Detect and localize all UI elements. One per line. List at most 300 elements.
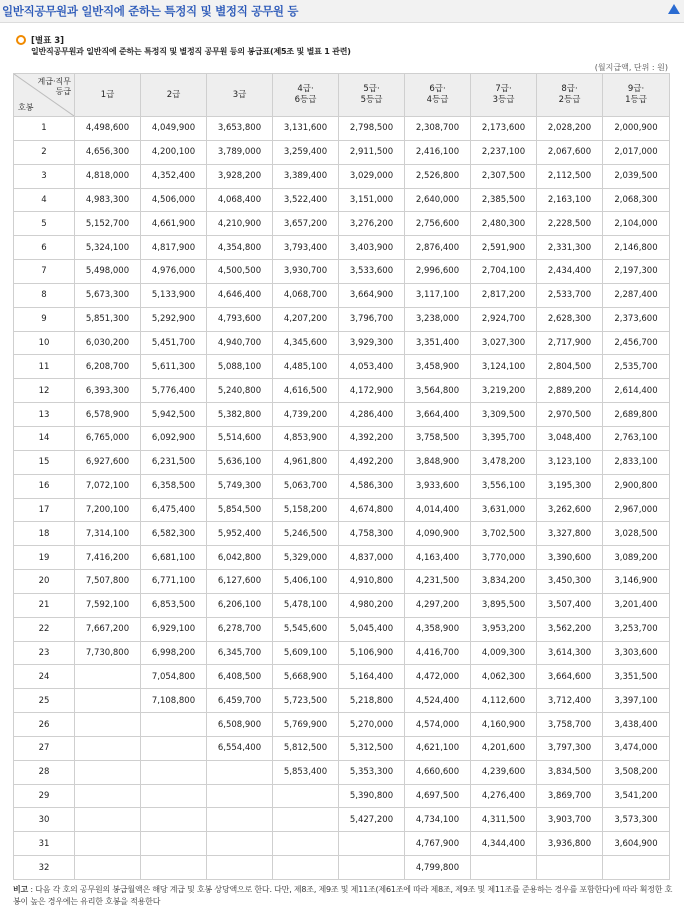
salary-cell bbox=[75, 760, 141, 784]
salary-cell: 5,545,600 bbox=[273, 617, 339, 641]
salary-cell bbox=[273, 784, 339, 808]
salary-cell: 5,853,400 bbox=[273, 760, 339, 784]
grade-header-4: 4급· 6등급 bbox=[273, 74, 339, 117]
grade-header-9: 9급· 1등급 bbox=[603, 74, 670, 117]
salary-cell: 3,793,400 bbox=[273, 236, 339, 260]
table-label: [별표 3] bbox=[31, 36, 65, 46]
salary-cell: 4,068,400 bbox=[207, 188, 273, 212]
step-cell: 20 bbox=[14, 570, 75, 594]
salary-cell bbox=[75, 736, 141, 760]
salary-cell bbox=[141, 808, 207, 832]
salary-cell: 2,533,700 bbox=[537, 283, 603, 307]
salary-cell: 4,758,300 bbox=[339, 522, 405, 546]
salary-cell: 2,173,600 bbox=[471, 117, 537, 141]
salary-cell: 4,201,600 bbox=[471, 736, 537, 760]
step-cell: 15 bbox=[14, 450, 75, 474]
salary-cell: 4,697,500 bbox=[405, 784, 471, 808]
salary-cell: 4,062,300 bbox=[471, 665, 537, 689]
salary-cell: 5,158,200 bbox=[273, 498, 339, 522]
salary-cell: 4,160,900 bbox=[471, 713, 537, 737]
grade-header-2: 2급 bbox=[141, 74, 207, 117]
salary-cell: 3,117,100 bbox=[405, 283, 471, 307]
collapse-arrow-icon[interactable] bbox=[668, 4, 680, 14]
step-cell: 10 bbox=[14, 331, 75, 355]
salary-cell: 5,769,900 bbox=[273, 713, 339, 737]
salary-cell: 3,028,500 bbox=[603, 522, 670, 546]
salary-cell: 4,053,400 bbox=[339, 355, 405, 379]
salary-cell: 3,834,500 bbox=[537, 760, 603, 784]
salary-cell: 4,311,500 bbox=[471, 808, 537, 832]
salary-cell: 2,798,500 bbox=[339, 117, 405, 141]
salary-cell: 2,067,600 bbox=[537, 140, 603, 164]
salary-cell: 4,009,300 bbox=[471, 641, 537, 665]
salary-cell: 2,068,300 bbox=[603, 188, 670, 212]
salary-cell: 2,146,800 bbox=[603, 236, 670, 260]
step-cell: 17 bbox=[14, 498, 75, 522]
salary-cell: 4,068,700 bbox=[273, 283, 339, 307]
salary-cell: 6,042,800 bbox=[207, 546, 273, 570]
step-cell: 16 bbox=[14, 474, 75, 498]
salary-cell: 3,834,200 bbox=[471, 570, 537, 594]
step-cell: 31 bbox=[14, 832, 75, 856]
salary-cell: 2,763,100 bbox=[603, 426, 670, 450]
salary-cell: 2,416,100 bbox=[405, 140, 471, 164]
salary-cell: 3,758,700 bbox=[537, 713, 603, 737]
salary-cell bbox=[75, 713, 141, 737]
salary-cell: 3,390,600 bbox=[537, 546, 603, 570]
salary-cell bbox=[75, 665, 141, 689]
salary-cell: 4,207,200 bbox=[273, 307, 339, 331]
salary-cell bbox=[141, 856, 207, 880]
grade-header-3: 3급 bbox=[207, 74, 273, 117]
salary-cell bbox=[603, 856, 670, 880]
salary-cell: 5,246,500 bbox=[273, 522, 339, 546]
salary-cell: 4,210,900 bbox=[207, 212, 273, 236]
salary-cell: 3,664,400 bbox=[405, 403, 471, 427]
salary-cell: 6,393,300 bbox=[75, 379, 141, 403]
table-row bbox=[14, 236, 670, 260]
salary-cell: 7,054,800 bbox=[141, 665, 207, 689]
table-row bbox=[14, 426, 670, 450]
salary-cell: 5,063,700 bbox=[273, 474, 339, 498]
salary-cell: 3,556,100 bbox=[471, 474, 537, 498]
salary-cell: 5,240,800 bbox=[207, 379, 273, 403]
salary-cell: 3,533,600 bbox=[339, 260, 405, 284]
salary-cell: 3,151,000 bbox=[339, 188, 405, 212]
step-cell: 32 bbox=[14, 856, 75, 880]
salary-cell: 4,980,200 bbox=[339, 593, 405, 617]
salary-cell: 3,928,200 bbox=[207, 164, 273, 188]
salary-cell: 4,910,800 bbox=[339, 570, 405, 594]
salary-cell bbox=[75, 808, 141, 832]
salary-cell: 2,028,200 bbox=[537, 117, 603, 141]
salary-cell bbox=[75, 856, 141, 880]
step-cell: 3 bbox=[14, 164, 75, 188]
salary-cell: 4,506,000 bbox=[141, 188, 207, 212]
table-row bbox=[14, 784, 670, 808]
salary-cell: 4,961,800 bbox=[273, 450, 339, 474]
table-row bbox=[14, 641, 670, 665]
salary-cell: 2,924,700 bbox=[471, 307, 537, 331]
salary-cell: 2,163,100 bbox=[537, 188, 603, 212]
salary-cell: 4,352,400 bbox=[141, 164, 207, 188]
salary-cell bbox=[273, 832, 339, 856]
salary-cell: 5,353,300 bbox=[339, 760, 405, 784]
salary-cell: 3,564,800 bbox=[405, 379, 471, 403]
salary-cell: 4,793,600 bbox=[207, 307, 273, 331]
table-row bbox=[14, 736, 670, 760]
salary-cell: 4,231,500 bbox=[405, 570, 471, 594]
step-cell: 26 bbox=[14, 713, 75, 737]
salary-cell: 3,604,900 bbox=[603, 832, 670, 856]
salary-cell: 4,734,100 bbox=[405, 808, 471, 832]
salary-cell: 2,717,900 bbox=[537, 331, 603, 355]
salary-cell bbox=[273, 808, 339, 832]
table-row bbox=[14, 570, 670, 594]
salary-cell: 2,017,000 bbox=[603, 140, 670, 164]
salary-cell: 5,312,500 bbox=[339, 736, 405, 760]
salary-cell: 6,358,500 bbox=[141, 474, 207, 498]
salary-cell: 3,631,000 bbox=[471, 498, 537, 522]
salary-cell bbox=[75, 832, 141, 856]
salary-cell: 2,704,100 bbox=[471, 260, 537, 284]
salary-cell bbox=[207, 808, 273, 832]
unit-note: (월지급액, 단위 : 원) bbox=[594, 63, 668, 72]
table-row bbox=[14, 856, 670, 880]
salary-cell: 5,088,100 bbox=[207, 355, 273, 379]
salary-cell: 3,309,500 bbox=[471, 403, 537, 427]
salary-cell: 5,324,100 bbox=[75, 236, 141, 260]
salary-cell: 4,345,600 bbox=[273, 331, 339, 355]
salary-cell: 5,851,300 bbox=[75, 307, 141, 331]
table-row bbox=[14, 689, 670, 713]
salary-cell bbox=[471, 856, 537, 880]
salary-cell: 4,172,900 bbox=[339, 379, 405, 403]
grade-header-7: 7급· 3등급 bbox=[471, 74, 537, 117]
table-row bbox=[14, 617, 670, 641]
salary-cell: 2,967,000 bbox=[603, 498, 670, 522]
salary-cell: 4,112,600 bbox=[471, 689, 537, 713]
salary-cell: 7,200,100 bbox=[75, 498, 141, 522]
salary-cell: 4,485,100 bbox=[273, 355, 339, 379]
salary-cell: 6,278,700 bbox=[207, 617, 273, 641]
salary-cell: 5,382,800 bbox=[207, 403, 273, 427]
salary-cell: 6,771,100 bbox=[141, 570, 207, 594]
salary-cell: 5,106,900 bbox=[339, 641, 405, 665]
salary-cell bbox=[537, 856, 603, 880]
step-cell: 29 bbox=[14, 784, 75, 808]
salary-cell: 2,996,600 bbox=[405, 260, 471, 284]
salary-cell: 3,403,900 bbox=[339, 236, 405, 260]
salary-cell: 2,911,500 bbox=[339, 140, 405, 164]
salary-cell: 2,804,500 bbox=[537, 355, 603, 379]
salary-cell: 3,327,800 bbox=[537, 522, 603, 546]
table-title: 일반직공무원과 일반직에 준하는 특정직 및 별정직 공무원 등의 봉급표(제5조 및 별표 1 관련) bbox=[31, 47, 351, 56]
salary-cell: 6,475,400 bbox=[141, 498, 207, 522]
table-row bbox=[14, 760, 670, 784]
salary-cell: 5,636,100 bbox=[207, 450, 273, 474]
grade-header-8: 8급· 2등급 bbox=[537, 74, 603, 117]
salary-cell: 3,614,300 bbox=[537, 641, 603, 665]
salary-cell: 5,451,700 bbox=[141, 331, 207, 355]
salary-cell bbox=[75, 784, 141, 808]
salary-cell: 5,133,900 bbox=[141, 283, 207, 307]
salary-cell: 3,397,100 bbox=[603, 689, 670, 713]
salary-cell bbox=[207, 832, 273, 856]
salary-cell: 4,616,500 bbox=[273, 379, 339, 403]
salary-cell: 3,796,700 bbox=[339, 307, 405, 331]
grade-header-5: 5급· 5등급 bbox=[339, 74, 405, 117]
step-cell: 18 bbox=[14, 522, 75, 546]
salary-cell: 5,270,000 bbox=[339, 713, 405, 737]
salary-cell: 6,459,700 bbox=[207, 689, 273, 713]
salary-cell: 6,508,900 bbox=[207, 713, 273, 737]
salary-cell: 7,072,100 bbox=[75, 474, 141, 498]
salary-cell: 3,253,700 bbox=[603, 617, 670, 641]
salary-cell: 2,614,400 bbox=[603, 379, 670, 403]
table-row bbox=[14, 546, 670, 570]
salary-cell: 2,689,800 bbox=[603, 403, 670, 427]
table-row bbox=[14, 212, 670, 236]
salary-cell: 6,231,500 bbox=[141, 450, 207, 474]
salary-cell: 3,351,500 bbox=[603, 665, 670, 689]
salary-cell: 4,358,900 bbox=[405, 617, 471, 641]
salary-cell: 4,767,900 bbox=[405, 832, 471, 856]
salary-cell: 3,262,600 bbox=[537, 498, 603, 522]
salary-cell: 5,292,900 bbox=[141, 307, 207, 331]
salary-cell: 2,756,600 bbox=[405, 212, 471, 236]
salary-cell: 5,812,500 bbox=[273, 736, 339, 760]
salary-cell: 6,345,700 bbox=[207, 641, 273, 665]
salary-cell bbox=[207, 760, 273, 784]
salary-cell: 3,562,200 bbox=[537, 617, 603, 641]
salary-cell: 5,329,000 bbox=[273, 546, 339, 570]
salary-cell: 4,014,400 bbox=[405, 498, 471, 522]
salary-cell: 6,582,300 bbox=[141, 522, 207, 546]
salary-cell: 2,480,300 bbox=[471, 212, 537, 236]
salary-cell: 6,765,000 bbox=[75, 426, 141, 450]
salary-cell: 7,592,100 bbox=[75, 593, 141, 617]
salary-cell: 2,385,500 bbox=[471, 188, 537, 212]
salary-cell: 5,478,100 bbox=[273, 593, 339, 617]
salary-cell: 4,621,100 bbox=[405, 736, 471, 760]
salary-table bbox=[13, 73, 670, 880]
salary-cell: 6,127,600 bbox=[207, 570, 273, 594]
salary-cell: 4,646,400 bbox=[207, 283, 273, 307]
salary-cell: 4,500,500 bbox=[207, 260, 273, 284]
salary-cell: 3,438,400 bbox=[603, 713, 670, 737]
salary-cell: 3,933,600 bbox=[405, 474, 471, 498]
salary-cell: 3,478,200 bbox=[471, 450, 537, 474]
salary-cell: 2,817,200 bbox=[471, 283, 537, 307]
corner-grade-label: 계급·직무 등급 bbox=[37, 77, 71, 96]
salary-cell: 6,554,400 bbox=[207, 736, 273, 760]
salary-cell: 3,131,600 bbox=[273, 117, 339, 141]
salary-cell: 3,573,300 bbox=[603, 808, 670, 832]
salary-cell: 6,681,100 bbox=[141, 546, 207, 570]
step-cell: 25 bbox=[14, 689, 75, 713]
salary-cell: 3,027,300 bbox=[471, 331, 537, 355]
salary-cell: 3,895,500 bbox=[471, 593, 537, 617]
salary-cell: 4,661,900 bbox=[141, 212, 207, 236]
salary-cell: 4,498,600 bbox=[75, 117, 141, 141]
salary-cell: 3,351,400 bbox=[405, 331, 471, 355]
salary-cell: 5,218,800 bbox=[339, 689, 405, 713]
table-row bbox=[14, 379, 670, 403]
salary-cell: 3,770,000 bbox=[471, 546, 537, 570]
salary-cell: 3,395,700 bbox=[471, 426, 537, 450]
salary-cell: 4,837,000 bbox=[339, 546, 405, 570]
salary-cell: 2,876,400 bbox=[405, 236, 471, 260]
salary-cell: 5,668,900 bbox=[273, 665, 339, 689]
step-cell: 30 bbox=[14, 808, 75, 832]
salary-cell bbox=[339, 832, 405, 856]
corner-header-cell bbox=[14, 74, 75, 117]
salary-cell: 4,344,400 bbox=[471, 832, 537, 856]
salary-cell: 3,702,500 bbox=[471, 522, 537, 546]
salary-cell: 3,303,600 bbox=[603, 641, 670, 665]
salary-cell: 5,152,700 bbox=[75, 212, 141, 236]
salary-cell: 3,797,300 bbox=[537, 736, 603, 760]
salary-cell: 5,952,400 bbox=[207, 522, 273, 546]
salary-cell: 2,104,000 bbox=[603, 212, 670, 236]
salary-cell: 4,239,600 bbox=[471, 760, 537, 784]
salary-cell: 4,853,900 bbox=[273, 426, 339, 450]
salary-cell: 3,146,900 bbox=[603, 570, 670, 594]
salary-cell: 5,942,500 bbox=[141, 403, 207, 427]
salary-cell: 2,197,300 bbox=[603, 260, 670, 284]
salary-cell: 3,259,400 bbox=[273, 140, 339, 164]
salary-cell: 3,869,700 bbox=[537, 784, 603, 808]
table-row bbox=[14, 498, 670, 522]
table-row bbox=[14, 808, 670, 832]
salary-cell: 4,354,800 bbox=[207, 236, 273, 260]
grade-header-6: 6급· 4등급 bbox=[405, 74, 471, 117]
salary-cell: 5,749,300 bbox=[207, 474, 273, 498]
salary-cell: 2,535,700 bbox=[603, 355, 670, 379]
salary-cell: 2,900,800 bbox=[603, 474, 670, 498]
table-row bbox=[14, 450, 670, 474]
salary-cell: 2,287,400 bbox=[603, 283, 670, 307]
salary-cell: 3,048,400 bbox=[537, 426, 603, 450]
salary-cell: 3,458,900 bbox=[405, 355, 471, 379]
salary-cell: 4,524,400 bbox=[405, 689, 471, 713]
salary-cell: 5,609,100 bbox=[273, 641, 339, 665]
salary-cell: 2,307,500 bbox=[471, 164, 537, 188]
corner-step-label: 호봉 bbox=[18, 103, 34, 112]
step-cell: 27 bbox=[14, 736, 75, 760]
step-cell: 13 bbox=[14, 403, 75, 427]
salary-cell bbox=[141, 736, 207, 760]
salary-cell: 4,090,900 bbox=[405, 522, 471, 546]
salary-cell: 6,408,500 bbox=[207, 665, 273, 689]
salary-cell: 4,739,200 bbox=[273, 403, 339, 427]
salary-cell: 3,508,200 bbox=[603, 760, 670, 784]
step-cell: 19 bbox=[14, 546, 75, 570]
grade-header-1: 1급 bbox=[75, 74, 141, 117]
salary-cell bbox=[141, 713, 207, 737]
salary-cell: 6,998,200 bbox=[141, 641, 207, 665]
table-row bbox=[14, 307, 670, 331]
salary-cell: 2,591,900 bbox=[471, 236, 537, 260]
salary-cell: 4,472,000 bbox=[405, 665, 471, 689]
salary-cell: 4,574,000 bbox=[405, 713, 471, 737]
salary-cell: 6,092,900 bbox=[141, 426, 207, 450]
salary-cell: 4,297,200 bbox=[405, 593, 471, 617]
salary-cell bbox=[207, 784, 273, 808]
step-cell: 21 bbox=[14, 593, 75, 617]
step-cell: 5 bbox=[14, 212, 75, 236]
step-cell: 1 bbox=[14, 117, 75, 141]
salary-cell: 7,507,800 bbox=[75, 570, 141, 594]
step-cell: 14 bbox=[14, 426, 75, 450]
salary-cell: 3,276,200 bbox=[339, 212, 405, 236]
salary-cell: 7,667,200 bbox=[75, 617, 141, 641]
table-row bbox=[14, 403, 670, 427]
salary-cell: 5,673,300 bbox=[75, 283, 141, 307]
salary-cell: 4,392,200 bbox=[339, 426, 405, 450]
salary-cell: 7,730,800 bbox=[75, 641, 141, 665]
section-title: 일반직공무원과 일반직에 준하는 특정직 및 별정직 공무원 등 bbox=[2, 4, 299, 18]
salary-cell: 6,578,900 bbox=[75, 403, 141, 427]
salary-cell: 3,953,200 bbox=[471, 617, 537, 641]
salary-cell bbox=[75, 689, 141, 713]
salary-cell: 3,930,700 bbox=[273, 260, 339, 284]
salary-cell: 4,416,700 bbox=[405, 641, 471, 665]
salary-cell: 3,789,000 bbox=[207, 140, 273, 164]
salary-cell: 2,456,700 bbox=[603, 331, 670, 355]
salary-cell: 2,889,200 bbox=[537, 379, 603, 403]
step-cell: 12 bbox=[14, 379, 75, 403]
step-cell: 22 bbox=[14, 617, 75, 641]
salary-cell: 2,228,500 bbox=[537, 212, 603, 236]
table-row bbox=[14, 713, 670, 737]
step-cell: 6 bbox=[14, 236, 75, 260]
salary-cell: 3,929,300 bbox=[339, 331, 405, 355]
step-cell: 9 bbox=[14, 307, 75, 331]
salary-cell: 3,507,400 bbox=[537, 593, 603, 617]
salary-cell: 4,049,900 bbox=[141, 117, 207, 141]
salary-cell: 7,416,200 bbox=[75, 546, 141, 570]
step-cell: 7 bbox=[14, 260, 75, 284]
salary-cell: 5,406,100 bbox=[273, 570, 339, 594]
table-row bbox=[14, 355, 670, 379]
table-row bbox=[14, 260, 670, 284]
salary-cell: 3,657,200 bbox=[273, 212, 339, 236]
salary-cell: 2,331,300 bbox=[537, 236, 603, 260]
salary-cell: 7,108,800 bbox=[141, 689, 207, 713]
step-cell: 11 bbox=[14, 355, 75, 379]
salary-cell: 4,660,600 bbox=[405, 760, 471, 784]
salary-cell: 3,758,500 bbox=[405, 426, 471, 450]
salary-cell: 4,799,800 bbox=[405, 856, 471, 880]
salary-cell: 2,526,800 bbox=[405, 164, 471, 188]
salary-cell: 5,854,500 bbox=[207, 498, 273, 522]
salary-cell: 4,276,400 bbox=[471, 784, 537, 808]
table-row bbox=[14, 140, 670, 164]
salary-cell: 7,314,100 bbox=[75, 522, 141, 546]
salary-cell: 2,000,900 bbox=[603, 117, 670, 141]
table-row bbox=[14, 593, 670, 617]
circle-bullet-icon bbox=[16, 35, 26, 45]
table-row bbox=[14, 331, 670, 355]
salary-cell: 3,029,000 bbox=[339, 164, 405, 188]
table-body bbox=[14, 117, 670, 880]
salary-cell: 2,833,100 bbox=[603, 450, 670, 474]
salary-cell: 6,927,600 bbox=[75, 450, 141, 474]
salary-cell: 6,030,200 bbox=[75, 331, 141, 355]
salary-cell: 3,848,900 bbox=[405, 450, 471, 474]
